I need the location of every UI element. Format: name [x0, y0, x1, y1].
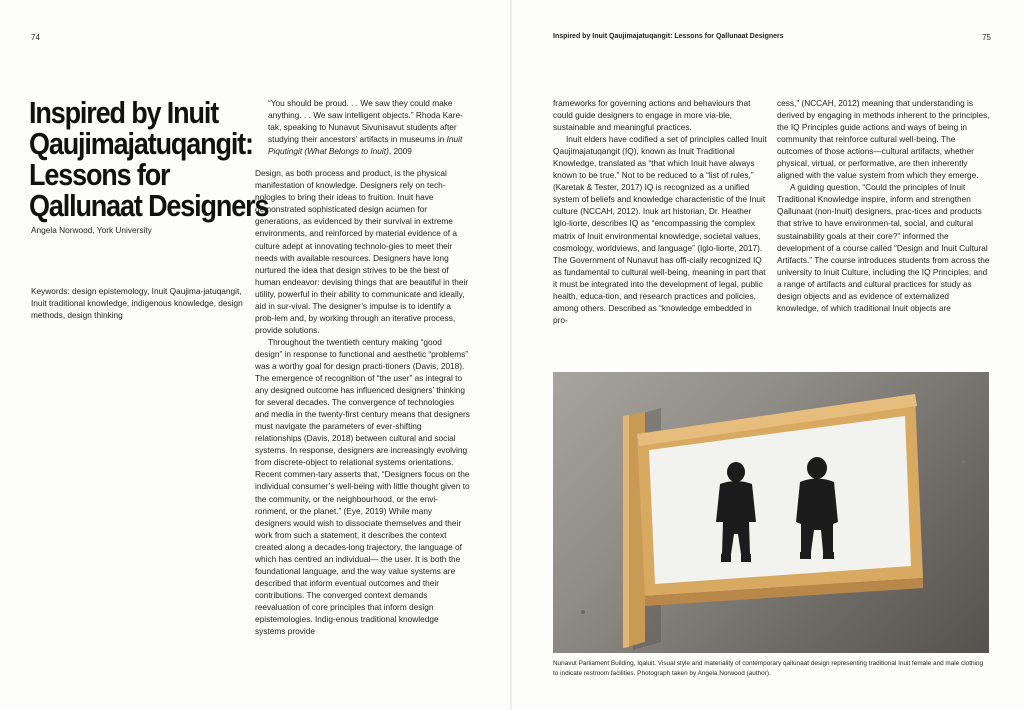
- body-paragraph: frameworks for governing actions and behaviours that could guide designers to engage in more via-ble, sustainable and meaningful practices.: [553, 98, 751, 133]
- title-line: Qaujimajatuqangit:: [29, 126, 253, 161]
- right-page-number: 75: [982, 33, 991, 42]
- epigraph-source: Inuit Piqutingit (What Belongs to Inuit): [268, 134, 463, 157]
- body-paragraph: Design, as both process and product, is the physical manifestation of knowledge. Designers rely on tech-nologies to bring their ideas to fruition. Inuit have demonstrated sophisticated design acumen for generations, as evidenced by their survival in extreme environments, and reinforced by material evidence of a culture adept at innovating technolo-gies to meet their needs with available resources. Designers have long nurtured the idea that design strives to be the best of human endeavor: devising things that are beautiful in their utility, powerful in their ability to communicate and ideally, aid in sur-vival. The designer’s impulse is to identify a prob-lem and, by working through an iterative process, provide solutions.: [255, 168, 469, 335]
- text-column-3: [777, 97, 990, 314]
- body-paragraph: Inuit elders have codified a set of principles called Inuit Qaujimajatuqangit (IQ), known as Inuit Traditional Knowledge, translated as “that which Inuit have always known to be true.” Not to be reduced to a “list of rules,” (Karetak & Tester, 2017) IQ is recognized as a unified system of beliefs and knowledge characteristic of the Inuit culture (NCCAH, 2012). Inuk art historian, Dr. Heather Iglo-liorte, describes IQ as “encompassing the complex matrix of Inuit environmental knowledge, societal values, cosmology, worldviews, and language” (Iglo-liorte, 2017). The Government of Nunavut has offi-cially recognized IQ as fundamental to cultural well-being, meaning in part that it must be integrated into the development of legal, public health, educa-tion, and research practices and policies, among others. Described as “knowledge embedded in pro-: [553, 134, 767, 325]
- running-head: Inspired by Inuit Qaujimajatuqangit: Lessons for Qallunaat Designers: [553, 33, 784, 40]
- figure-photo: [553, 372, 989, 653]
- page-gutter: [510, 0, 512, 710]
- body-paragraph: cess,” (NCCAH, 2012) meaning that understanding is derived by engaging in methods inherent to the principles, the IQ Principles guide actions and ways of being in community that reinforce cultural well-being. The outcomes of those actions—cultural artifacts, whether physical, virtual, or performative, are then inherently aligned with the value system from which they emerge.: [777, 98, 990, 181]
- epigraph-quote: “You should be proud. . . We saw they could make anything. . . We saw intelligent objects.” Rhoda Kare-tak, speaking to Nunavut Sivunisavut students after studying their ancestors’ artifacts in museums in: [268, 98, 463, 145]
- text-column-2: [553, 97, 767, 326]
- text-column-1: [255, 97, 470, 637]
- restroom-sign-illustration: [553, 372, 989, 653]
- body-paragraph: Throughout the twentieth century making “good design” in response to functional and aesthetic “problems” was a worthy goal for design practi-tioners (Davis, 2018). The emergence of recognition of “the user” as integral to any designed outcome has influenced designers’ thinking for several decades. The convergence of technologies and media in the twenty-first century means that designers must navigate the parameters of ever-shifting relationships (Davis, 2018) between cultural and social systems. In response, designers are increasingly evolving from discrete-object to relational systems orientations. Recent commen-tary asserts that, “Designers focus on the individual consumer’s well-being with little thought given to the community, or the neighbourhood, or the envi-ronment, or the planet.” (Eye, 2019) While many designers would wish to dissociate themselves and their work from such a statement, it describes the context created along a decades-long trajectory, the language of which has centred an individual— the user. It is both the foundational language, and the way value systems are described that inform eventual outcomes and their contributions. The converged context demands reevaluation of core principles that inform design epistemologies. Indig-enous traditional knowledge systems provide: [255, 336, 470, 637]
- title-line: Qallunaat Designers: [29, 188, 269, 223]
- keywords: Keywords: design epistemology, Inuit Qaujima-jatuqangit, Inuit traditional knowledge, indigenous knowledge, design methods, design thinking: [31, 286, 243, 320]
- left-page-number: 74: [31, 33, 40, 42]
- title-line: Lessons for: [29, 157, 170, 192]
- title-line: Inspired by Inuit: [29, 95, 219, 130]
- epigraph: [255, 97, 470, 157]
- body-paragraph: A guiding question, “Could the principles of Inuit Traditional Knowledge inspire, inform and strengthen Qallunaat (non-Inuit) designers, prac-tices and products that strive to have environmen-tal, social, and cultural sustainability goals at their core?” informed the development of a course called “Design and Inuit Cultural Artifacts.” The course introduces students from across the university to Inuit Culture, including the IQ Principles, and a range of artifacts and cultural practices for study as design objects and as evidence of externalized knowledge, of which traditional Inuit objects are: [777, 182, 990, 313]
- epigraph-year: , 2009: [388, 146, 412, 157]
- author-line: Angela Norwood, York University: [31, 225, 152, 235]
- article-title: [29, 95, 269, 223]
- figure-caption: Nunavut Parliament Building, Iqaluit. Visual style and materiality of contemporary qallunaat design representing traditional Inuit female and male clothing to indicate restroom facilities. Photograph taken by Angela Norwood (author).: [553, 660, 984, 677]
